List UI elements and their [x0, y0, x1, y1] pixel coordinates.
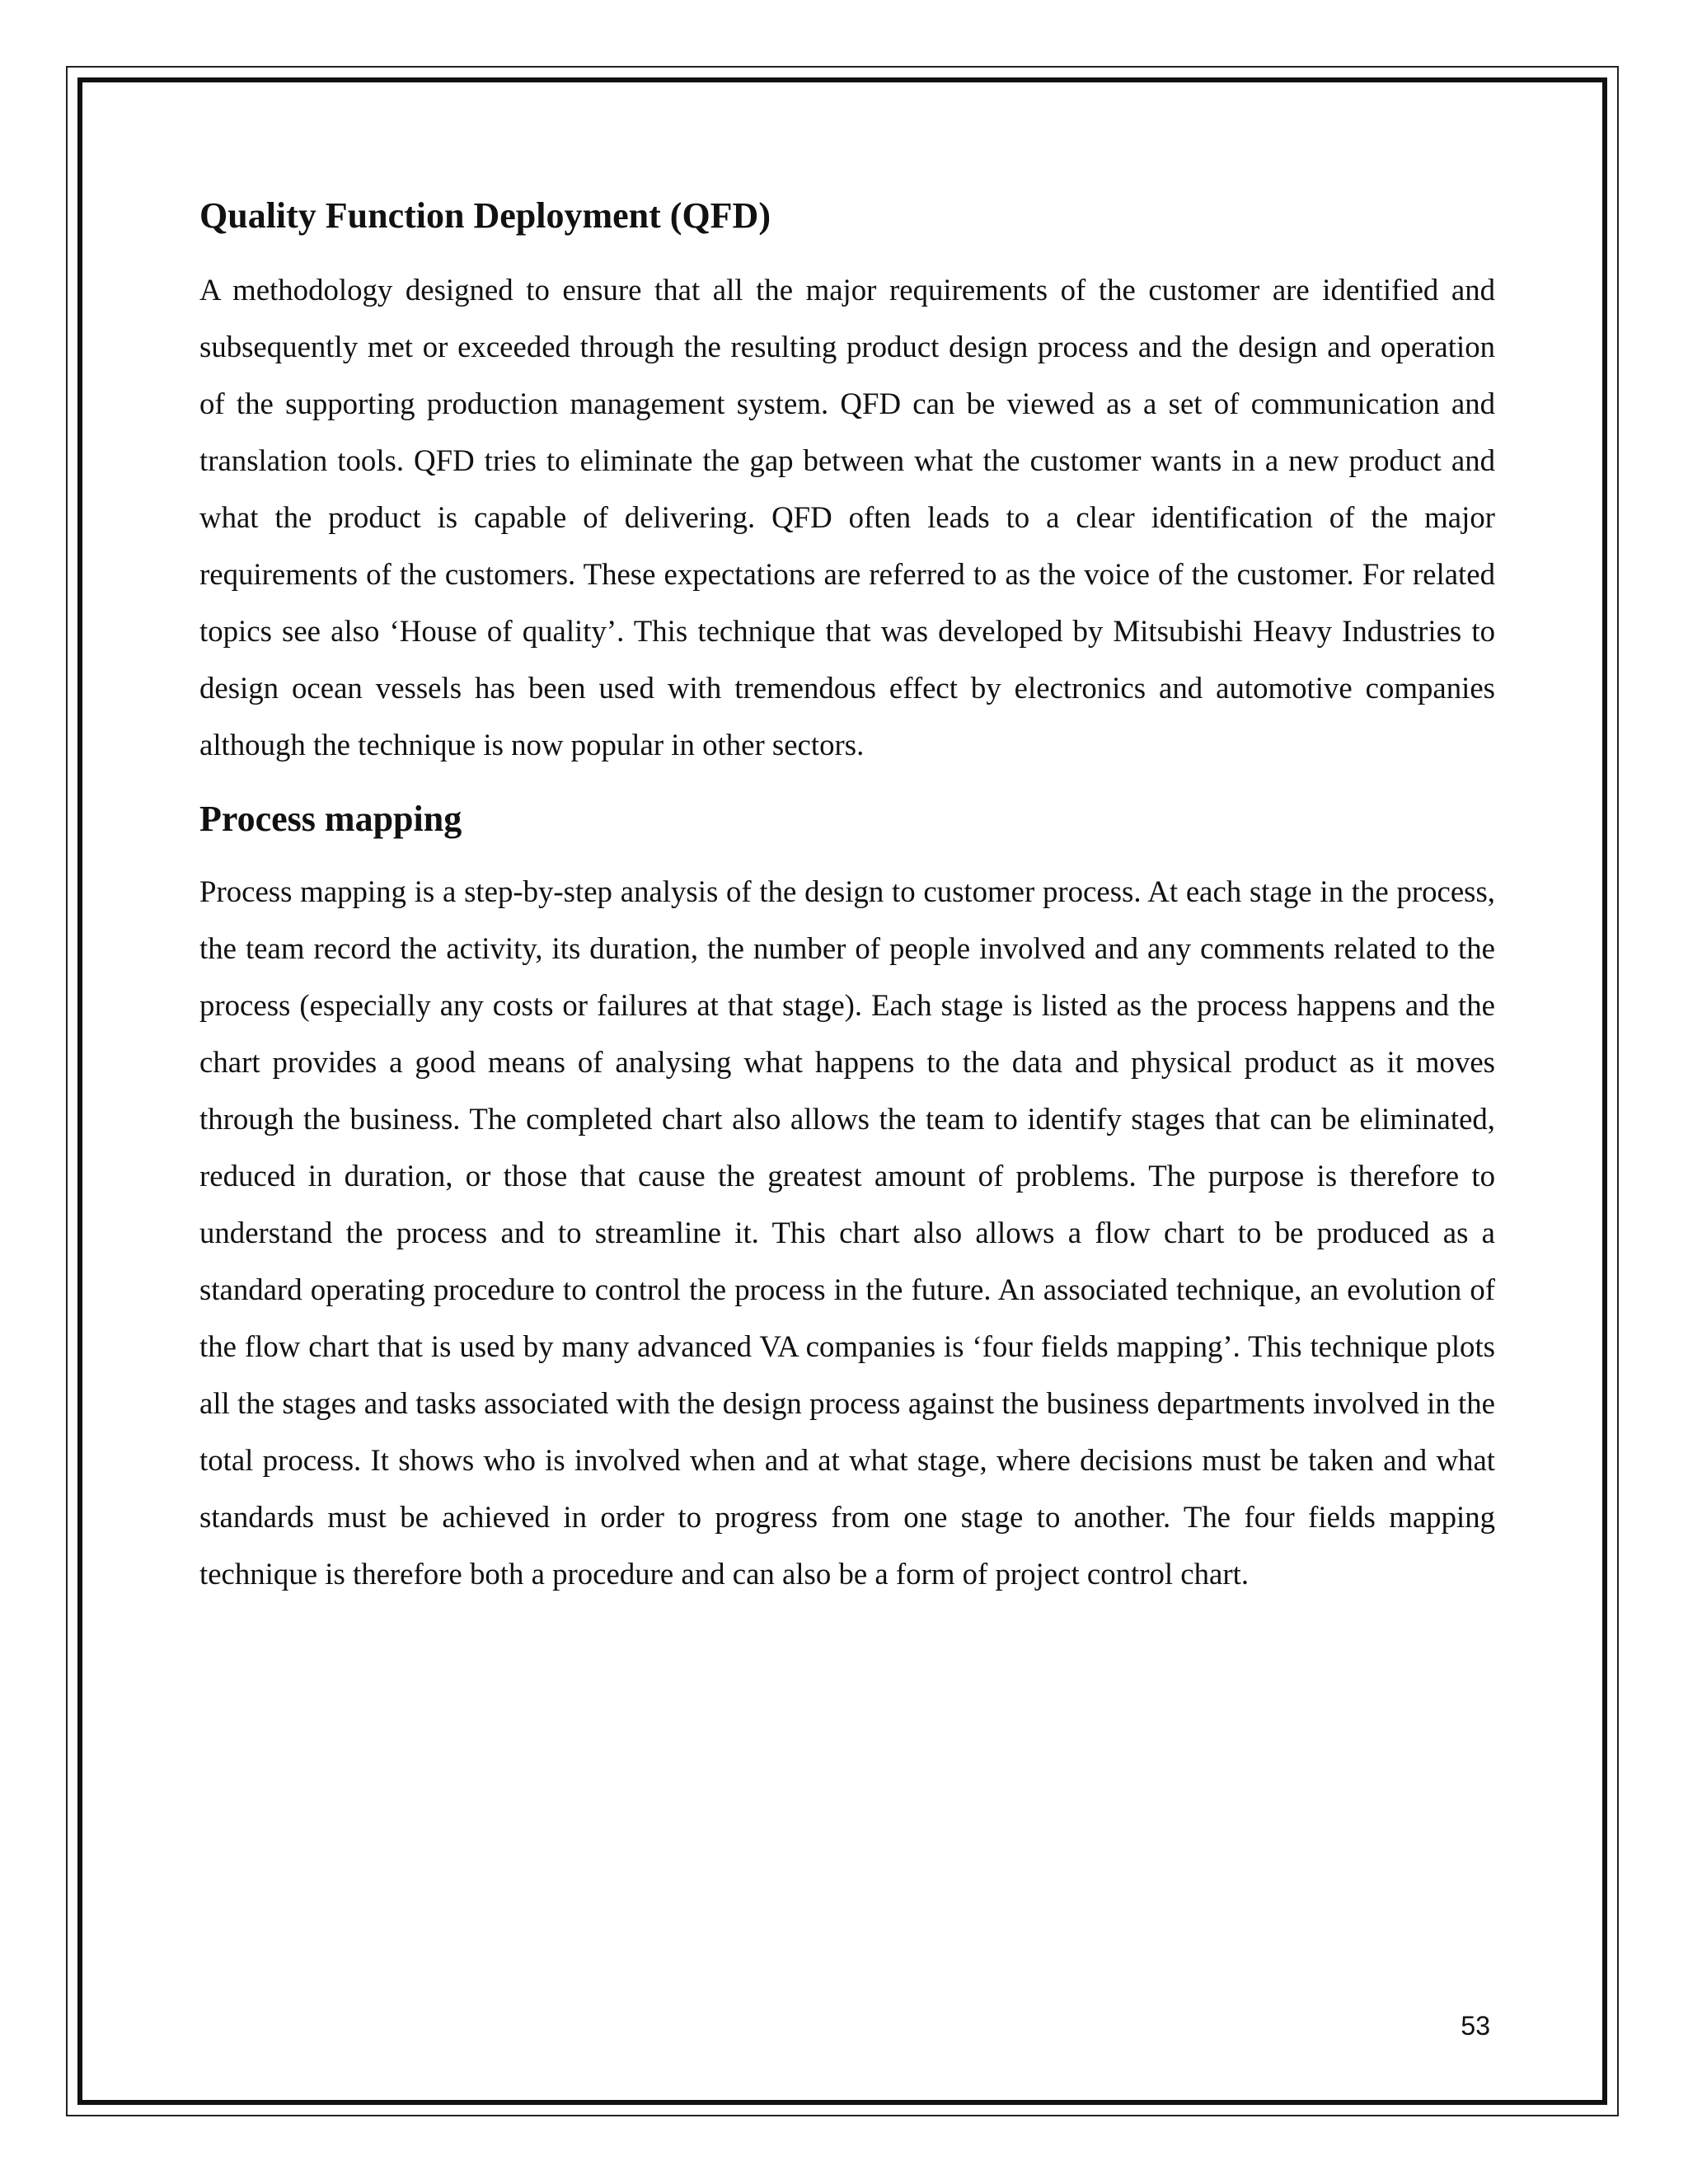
qfd-heading: Quality Function Deployment (QFD)	[199, 195, 771, 236]
qfd-paragraph: A methodology designed to ensure that all the major requirements of the customer are identified and subsequently met or exceeded through the resulting product design process and the design and operation of the supporting production management system. QFD can be viewed as a set of communication and translation tools. QFD tries to eliminate the gap between what the customer wants in a new product and what the product is capable of delivering. QFD often leads to a clear identification of the major requirements of the customers. These expectations are referred to as the voice of the customer. For related topics see also ‘House of quality’. This technique that was developed by Mitsubishi Heavy Industries to design ocean vessels has been used with tremendous effect by electronics and automotive companies although the technique is now popular in other sectors.	[199, 272, 1495, 762]
page-content	[199, 194, 1495, 1602]
process-mapping-paragraph: Process mapping is a step-by-step analysis of the design to customer process. At each stage in the process, the team record the activity, its duration, the number of people involved and any comments related to the process (especially any costs or failures at that stage). Each stage is listed as the process happens and the chart provides a good means of analysing what happens to the data and physical product as it moves through the business. The completed chart also allows the team to identify stages that can be eliminated, reduced in duration, or those that cause the greatest amount of problems. The purpose is therefore to understand the process and to streamline it. This chart also allows a flow chart to be produced as a standard operating procedure to control the process in the future. An associated technique, an evolution of the flow chart that is used by many advanced VA companies is ‘four fields mapping’. This technique plots all the stages and tasks associated with the design process against the business departments involved in the total process. It shows who is involved when and at what stage, where decisions must be taken and what standards must be achieved in order to progress from one stage to another. The four fields mapping technique is therefore both a procedure and can also be a form of project control chart.	[199, 874, 1495, 1591]
page-number: 53	[1461, 2011, 1490, 2041]
process-mapping-heading: Process mapping	[199, 798, 462, 839]
